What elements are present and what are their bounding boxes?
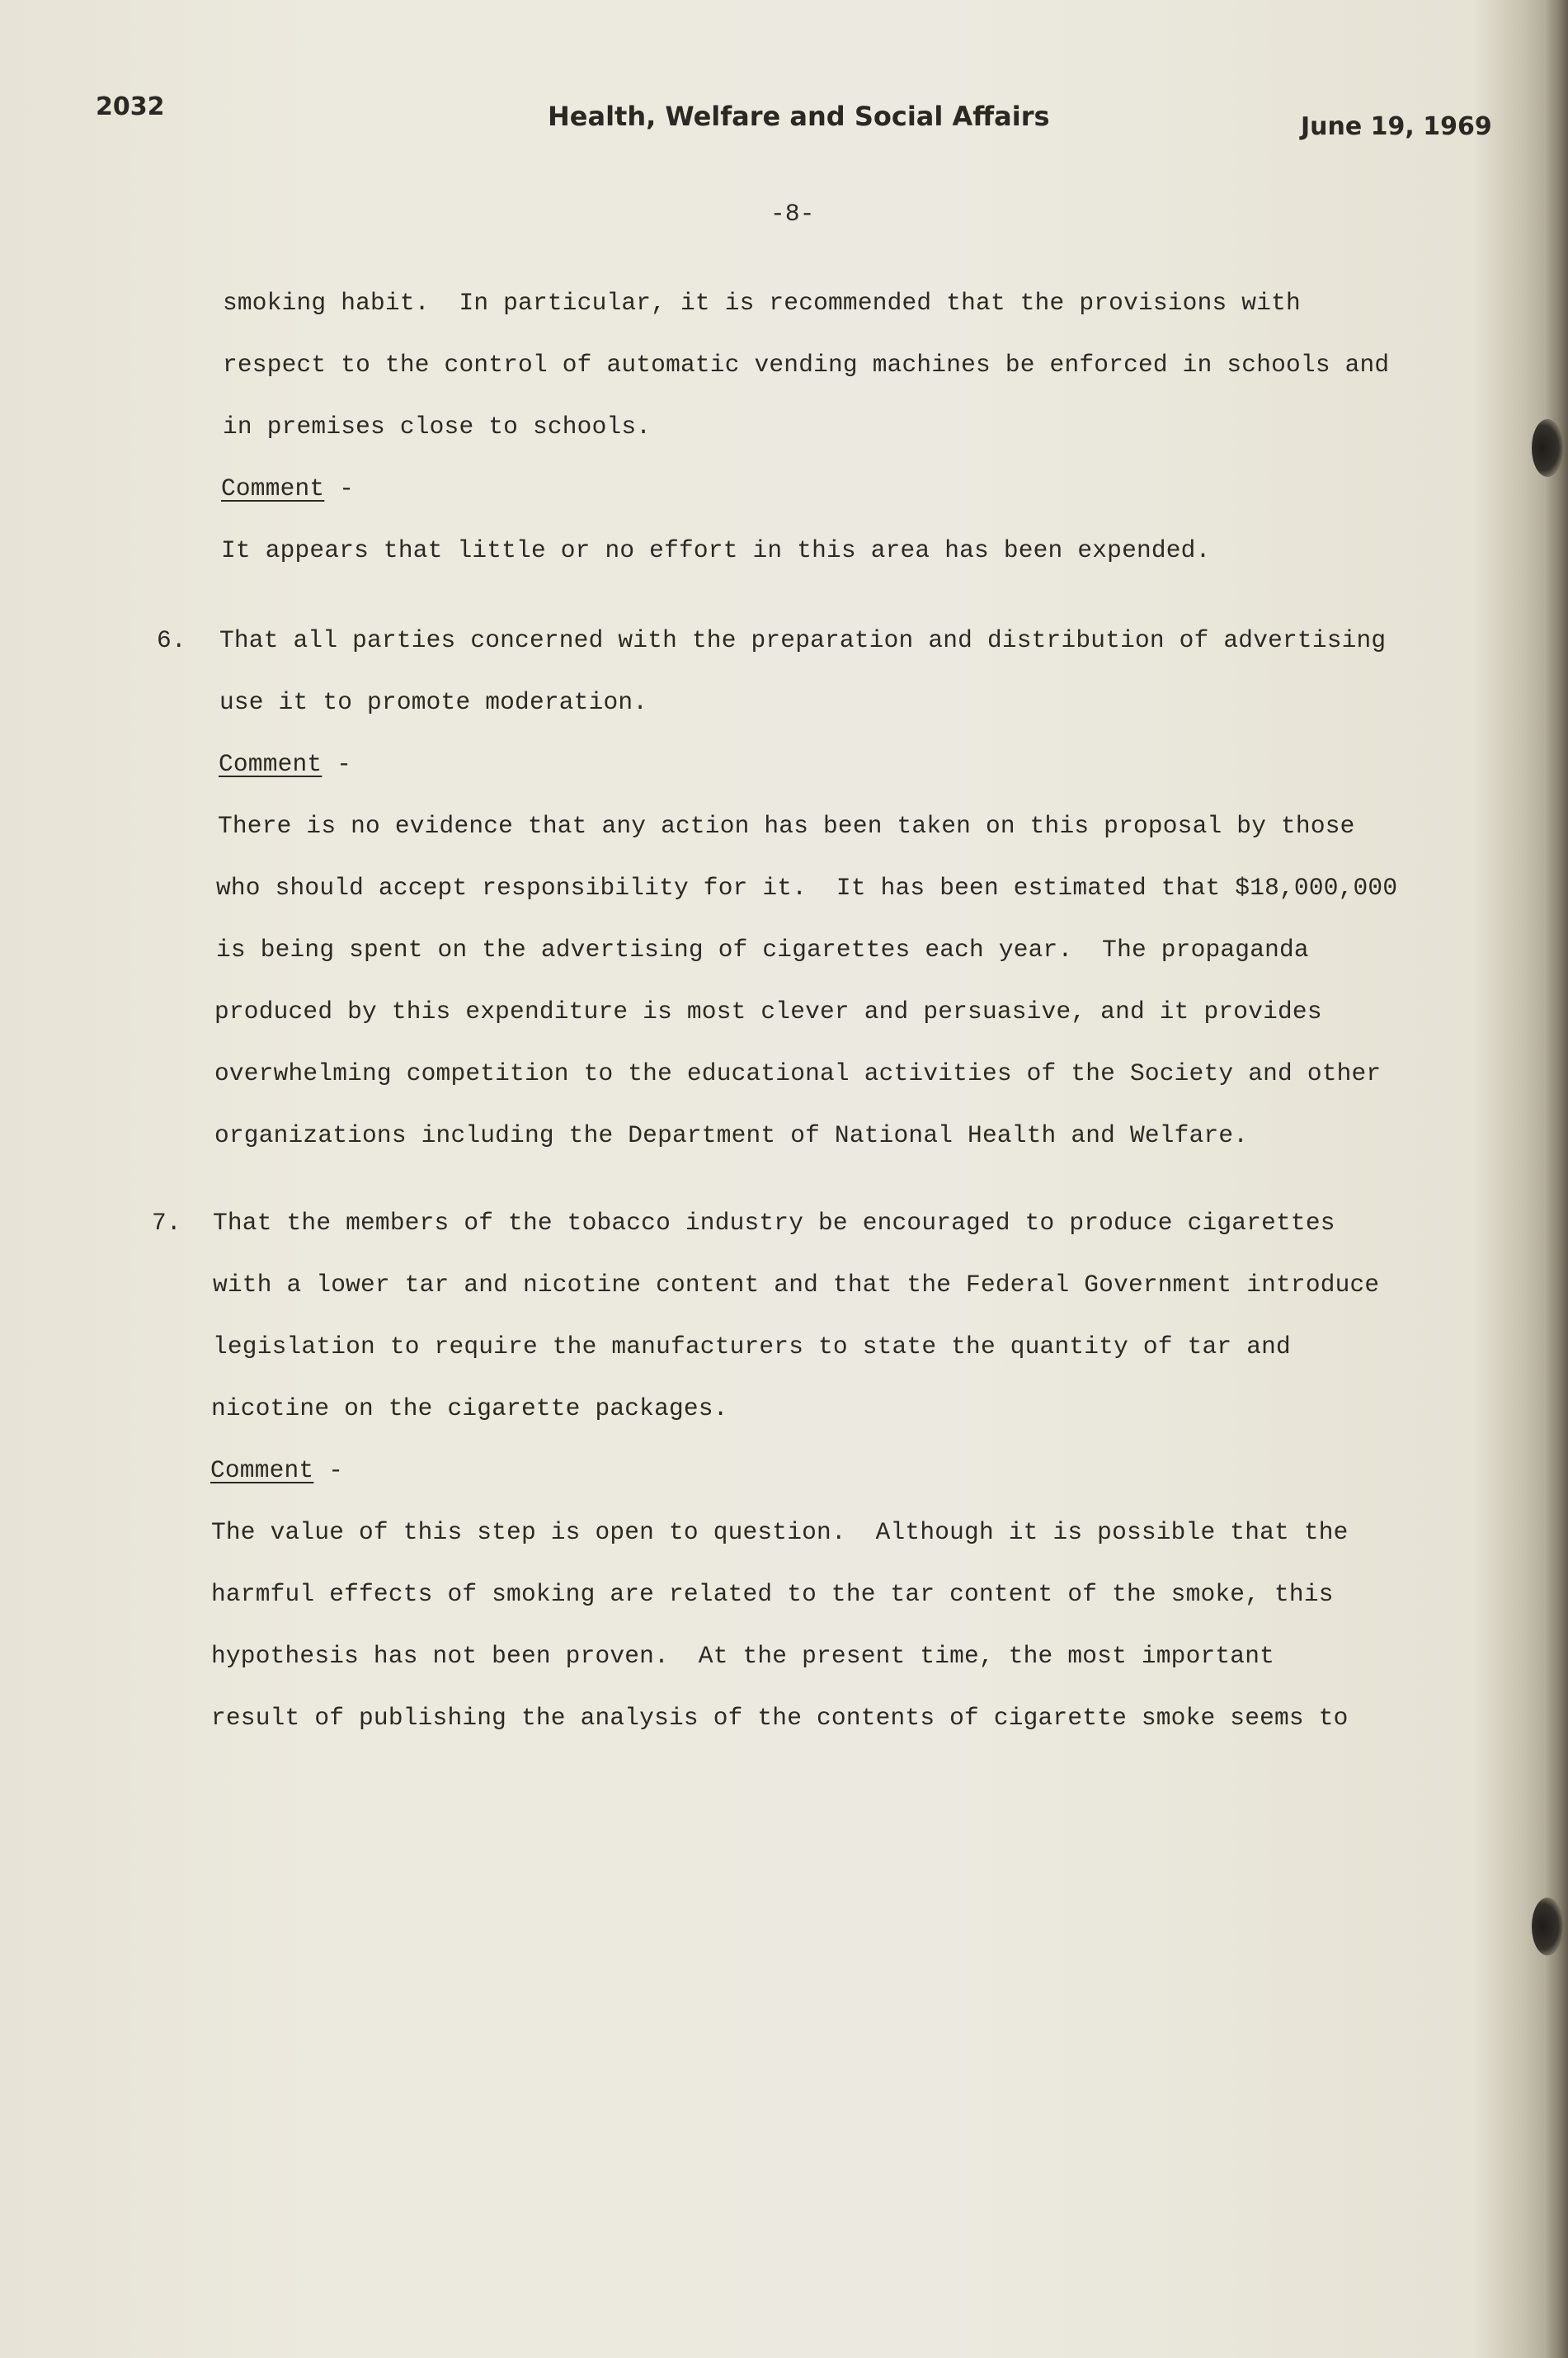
text-line: result of publishing the analysis of the contents of cigarette smoke seems to [211,1704,1349,1732]
text-line: with a lower tar and nicotine content and that the Federal Government introduce [213,1271,1380,1299]
folio: -8- [770,200,815,228]
text-line: is being spent on the advertising of cigarettes each year. The propaganda [216,936,1309,964]
comment-dash: - [328,1456,344,1484]
text-line: overwhelming competition to the educational activities of the Society and other [214,1059,1382,1087]
page-number: 2032 [96,92,165,121]
comment-heading [210,1456,343,1484]
comment-label: Comment [221,474,325,502]
text-line: It appears that little or no effort in this area has been expended. [221,536,1211,564]
comment-label: Comment [219,750,323,778]
text-line: That all parties concerned with the preparation and distribution of advertising [219,626,1387,654]
issue-date: June 19, 1969 [1301,112,1492,141]
comment-label: Comment [210,1456,314,1484]
text-line: There is no evidence that any action has been taken on this proposal by those [218,812,1355,840]
text-line: That the members of the tobacco industry be encouraged to produce cigarettes [213,1209,1335,1237]
comment-dash: - [339,474,355,502]
text-line: nicotine on the cigarette packages. [211,1394,728,1422]
text-line: smoking habit. In particular, it is recommended that the provisions with [223,289,1301,317]
text-line: hypothesis has not been proven. At the present time, the most important [211,1642,1275,1670]
binder-hole-top [1532,419,1563,477]
text-line: use it to promote moderation. [219,688,648,716]
item-number: 6. [157,626,186,654]
comment-heading [221,474,354,502]
comment-heading [219,750,351,778]
text-line: who should accept responsibility for it. It has been estimated that $18,000,000 [216,874,1398,902]
text-line: The value of this step is open to question. Although it is possible that the [211,1518,1349,1546]
text-line: harmful effects of smoking are related to the tar content of the smoke, this [211,1580,1334,1608]
text-line: produced by this expenditure is most clever and persuasive, and it provides [214,997,1322,1026]
text-line: in premises close to schools. [223,413,652,441]
running-title: Health, Welfare and Social Affairs [548,101,1050,132]
text-line: legislation to require the manufacturers to state the quantity of tar and [213,1332,1291,1361]
text-line: respect to the control of automatic vending machines be enforced in schools and [223,351,1390,379]
comment-dash: - [337,750,352,778]
item-number: 7. [152,1209,181,1237]
binder-hole-bottom [1532,1898,1563,1955]
text-line: organizations including the Department of National Health and Welfare. [214,1121,1249,1149]
page-edge-shadow [1545,0,1568,2358]
